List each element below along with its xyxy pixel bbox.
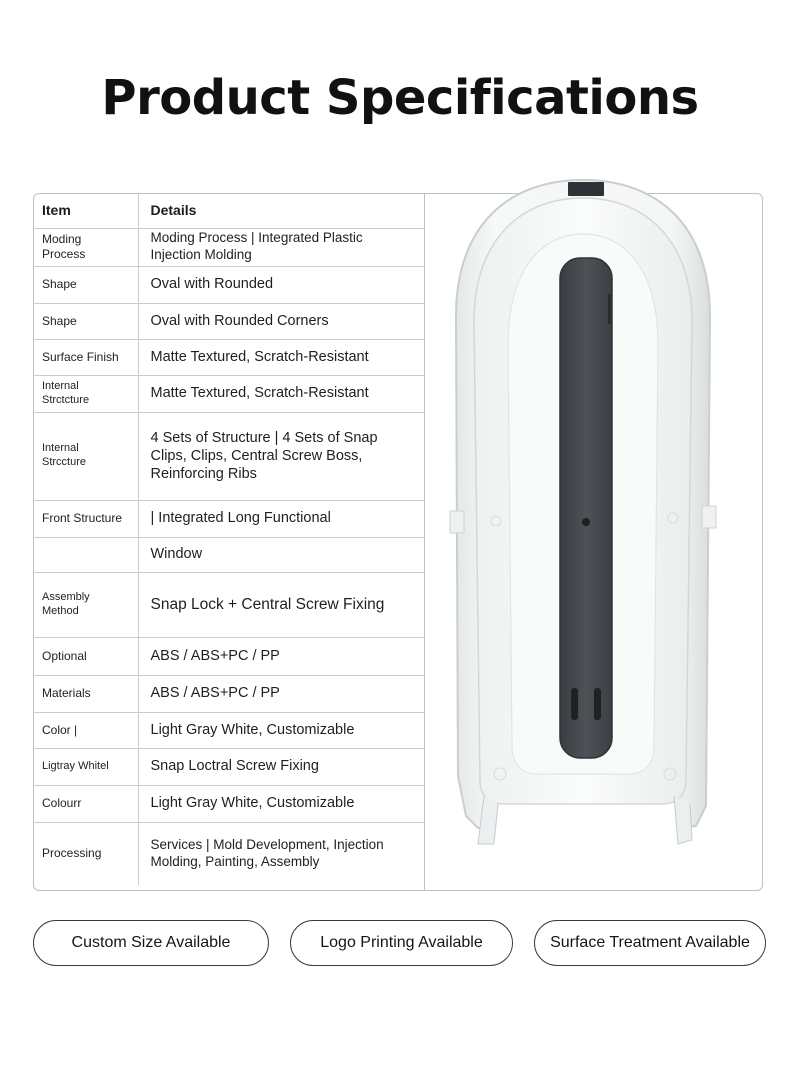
feature-badges [33, 920, 766, 968]
row-item: Ligtray Whitel [33, 748, 138, 785]
table-header-row [33, 193, 425, 228]
row-item: Colourr [33, 785, 138, 822]
table-row [33, 500, 425, 537]
table-row [33, 537, 425, 572]
row-details: Window [138, 537, 425, 572]
logo-printing-badge: Logo Printing Available [290, 920, 513, 966]
table-row [33, 822, 425, 885]
row-item: Shape [33, 266, 138, 303]
row-details: | Integrated Long Functional [138, 500, 425, 537]
plastic-shell-icon [448, 176, 718, 866]
row-details: Snap Loctral Screw Fixing [138, 748, 425, 785]
table-row [33, 572, 425, 637]
row-item [33, 537, 138, 572]
row-item: Internal Strccture [33, 412, 138, 500]
table-row [33, 637, 425, 675]
row-details: Services | Mold Development, Injection Molding, Painting, Assembly [150, 836, 384, 869]
spec-table [33, 193, 425, 885]
table-row [33, 748, 425, 785]
row-details: Light Gray White, Customizable [138, 785, 425, 822]
row-item: Shape [33, 303, 138, 339]
row-details: Snap Lock + Central Screw Fixing [138, 572, 425, 637]
table-row [33, 339, 425, 375]
row-item: Assembly Method [33, 572, 138, 637]
row-details: Oval with Rounded Corners [138, 303, 425, 339]
row-details: ABS / ABS+PC / PP [138, 675, 425, 712]
table-row [33, 675, 425, 712]
spec-table-container [33, 193, 425, 891]
surface-treatment-badge: Surface Treatment Available [534, 920, 766, 966]
row-details: Matte Textured, Scratch-Resistant [138, 339, 425, 375]
row-details: ABS / ABS+PC / PP [138, 637, 425, 675]
row-details: Moding Process | Integrated Plastic Injection Molding [138, 228, 425, 266]
row-item: Moding Process [33, 228, 138, 266]
custom-size-badge: Custom Size Available [33, 920, 269, 966]
table-row [33, 375, 425, 412]
product-image [448, 176, 718, 866]
row-item: Surface Finish [33, 339, 138, 375]
row-details: 4 Sets of Structure | 4 Sets of Snap Clips, Clips, Central Screw Boss, Reinforcing Ribs [138, 412, 425, 500]
row-details: Matte Textured, Scratch-Resistant [138, 375, 425, 412]
header-details: Details [138, 193, 425, 228]
row-details: Light Gray White, Customizable [138, 712, 425, 748]
table-row [33, 266, 425, 303]
header-item: Item [33, 193, 138, 228]
table-row [33, 228, 425, 266]
row-item: Front Structure [33, 500, 138, 537]
row-item: Internal Strctcture [33, 375, 138, 412]
table-row [33, 712, 425, 748]
row-item: Processing [33, 822, 138, 885]
row-item: Optional [33, 637, 138, 675]
row-details: Oval with Rounded [138, 266, 425, 303]
table-row [33, 412, 425, 500]
row-item: Materials [33, 675, 138, 712]
table-row [33, 303, 425, 339]
row-item: Color | [33, 712, 138, 748]
page-title: Product Specifications [101, 70, 699, 126]
table-row [33, 785, 425, 822]
